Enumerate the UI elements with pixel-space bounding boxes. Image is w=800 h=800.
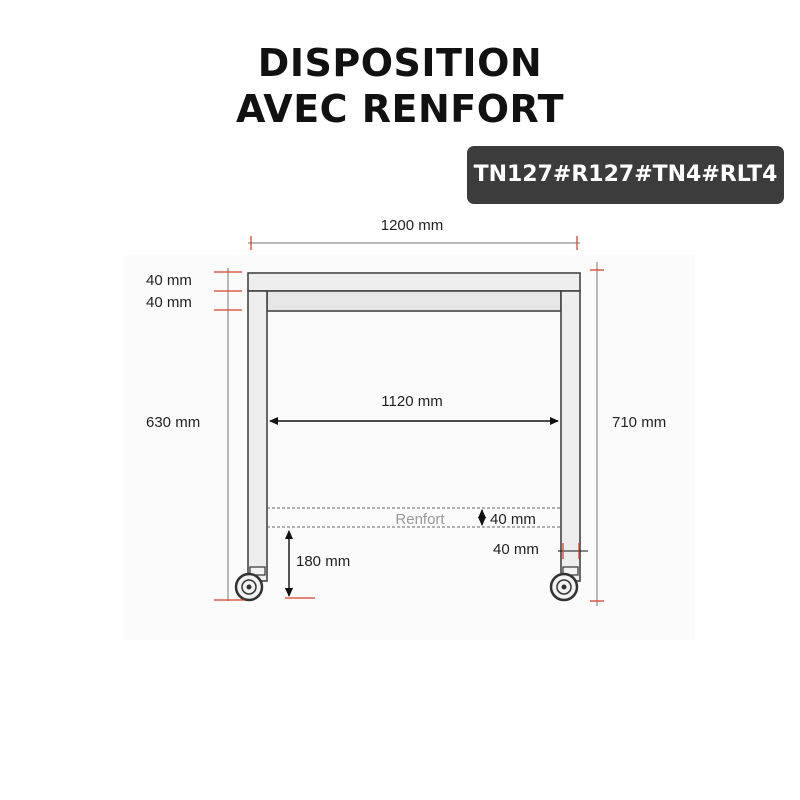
dim-leg-width-label: 40 mm bbox=[493, 541, 539, 558]
dim-inner-width-label: 1120 mm bbox=[381, 393, 443, 410]
dim-brace-height bbox=[482, 510, 536, 528]
dim-brace-height-label: 40 mm bbox=[490, 511, 536, 528]
dim-brace-clearance-label: 180 mm bbox=[296, 553, 351, 570]
dim-total-width-label: 1200 mm bbox=[380, 217, 444, 234]
reference-badge: TN127#R127#TN4#RLT4 bbox=[467, 146, 784, 204]
dim-total-width bbox=[248, 217, 580, 250]
dim-total-height-label: 710 mm bbox=[612, 414, 667, 431]
dim-top-thickness-label: 40 mm bbox=[146, 272, 192, 289]
apron bbox=[267, 291, 561, 311]
dim-apron-height-label: 40 mm bbox=[146, 294, 192, 311]
left-leg bbox=[248, 291, 267, 581]
title-line-2: AVEC RENFORT bbox=[235, 87, 565, 131]
table-top bbox=[248, 273, 580, 291]
right-leg bbox=[561, 291, 580, 581]
dim-leg-height-label: 630 mm bbox=[146, 414, 201, 431]
background-panel bbox=[125, 255, 695, 640]
brace-label: Renfort bbox=[395, 511, 445, 528]
title-line-1: DISPOSITION bbox=[257, 41, 543, 85]
